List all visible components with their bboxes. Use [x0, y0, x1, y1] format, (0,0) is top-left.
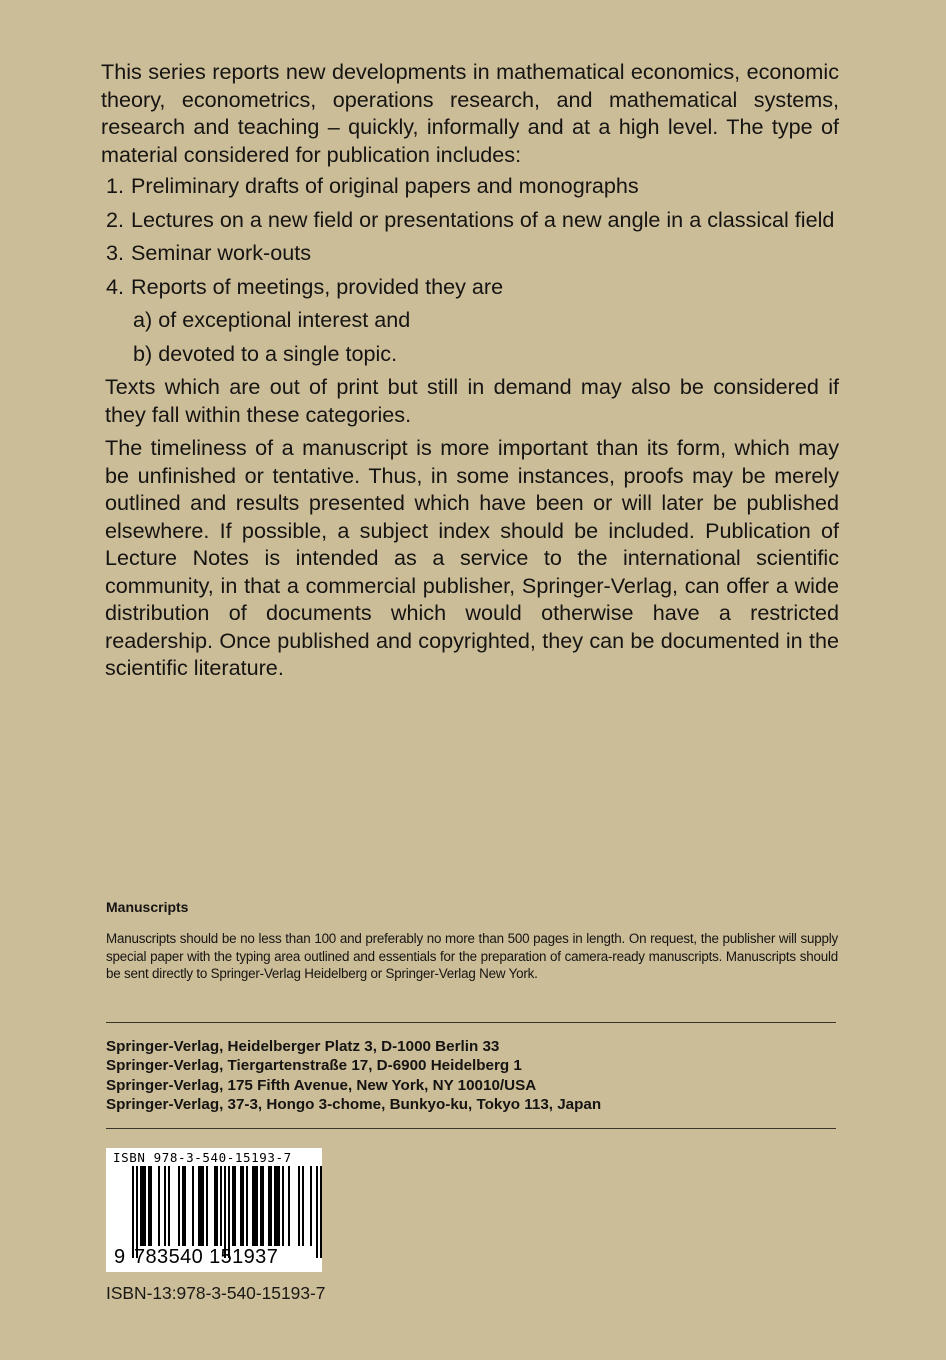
barcode-bar [148, 1166, 150, 1246]
barcode-bar [276, 1166, 278, 1246]
barcode-guard-bar [316, 1166, 318, 1258]
barcode-bar [168, 1166, 170, 1246]
barcode-bar [252, 1166, 254, 1246]
barcode-bar [178, 1166, 180, 1246]
manuscripts-body: Manuscripts should be no less than 100 and preferably no more than 500 pages in length. On request, the publisher will supply special paper with the typing area outlined and essentials for the preparation of camera-ready manuscripts. Manuscripts should be sent directly to Springer-Verlag Heidelberg or Springer-Verlag New York. [106, 931, 838, 982]
list-number: 1. [106, 173, 125, 198]
manuscripts-section [106, 898, 838, 983]
material-list [101, 172, 839, 367]
meeting-conditions [131, 306, 839, 367]
barcode-bar [288, 1166, 290, 1246]
list-item [101, 206, 839, 234]
out-of-print-paragraph: Texts which are out of print but still in demand may also be considered if they fall within these categories. [105, 374, 839, 427]
barcode-bar [216, 1166, 218, 1246]
barcode-bar [158, 1166, 160, 1246]
list-item [101, 239, 839, 267]
barcode-bar [282, 1166, 284, 1246]
barcode-bar [214, 1166, 216, 1246]
barcode-bar [254, 1166, 256, 1246]
barcode-bar [200, 1166, 202, 1246]
list-text: Lectures on a new field or presentations of a new angle in a classical field [131, 206, 835, 232]
barcode-guard-bar [136, 1166, 138, 1258]
barcode-bar [182, 1166, 184, 1246]
barcode-bar [274, 1166, 276, 1246]
barcode-guard-bar [132, 1166, 134, 1258]
address-line: Springer-Verlag, Tiergartenstraße 17, D-6900 Heidelberg 1 [106, 1057, 522, 1075]
barcode-bar [234, 1166, 236, 1246]
barcode-first-digit: 9 [114, 1246, 126, 1268]
barcode-guard-bar [228, 1166, 230, 1258]
barcode-bar [184, 1166, 186, 1246]
list-text: Reports of meetings, provided they are [131, 273, 504, 299]
list-number: 3. [106, 240, 125, 265]
timeliness-paragraph: The timeliness of a manuscript is more important than its form, which may be unfinished or tentative. Thus, in some instances, proofs may be merely outlined and results presented which have been or will later be published elsewhere. If possible, a subject index should be included. Publication of Lecture Notes is intended as a service to the international scientific community, in that a commercial publisher, Springer-Verlag, can offer a wide distribution of documents which would otherwise have a restricted readership. Once published and copyrighted, they can be documented in the scientific literature. [105, 435, 839, 680]
barcode-bar [242, 1166, 244, 1246]
list-text: Seminar work-outs [131, 240, 312, 265]
barcode-bar [256, 1166, 258, 1246]
barcode-bar [202, 1166, 204, 1246]
barcode-bar [270, 1166, 272, 1246]
barcode-bar [232, 1166, 234, 1246]
sublist-item: b) devoted to a single topic. [133, 340, 398, 366]
address-line: Springer-Verlag, 175 Fifth Avenue, New York, NY 10010/USA [106, 1076, 537, 1094]
isbn-barcode [106, 1148, 322, 1272]
barcode-bar [240, 1166, 242, 1246]
barcode-guard-bar [224, 1166, 226, 1258]
address-line: Springer-Verlag, 37-3, Hongo 3-chome, Bunkyo-ku, Tokyo 113, Japan [106, 1095, 602, 1113]
barcode-bar [150, 1166, 152, 1246]
manuscripts-heading: Manuscripts [106, 899, 189, 915]
barcode-bar [140, 1166, 142, 1246]
barcode-bar [198, 1166, 200, 1246]
barcode-bar [220, 1166, 222, 1246]
barcode-bar [246, 1166, 248, 1246]
barcode-bar [192, 1166, 194, 1246]
barcode-bar [142, 1166, 144, 1246]
intro-paragraph: This series reports new developments in mathematical economics, economic theory, econometrics, operations research, and mathematical systems, research and teaching – quickly, informally and at a high level. The type of material considered for publication includes: [101, 59, 839, 167]
isbn-13-label: ISBN-13:978-3-540-15193-7 [106, 1283, 326, 1303]
list-number: 4. [106, 273, 125, 299]
list-number: 2. [106, 206, 125, 232]
barcode-bar [278, 1166, 280, 1246]
barcode-bar [302, 1166, 304, 1246]
list-item [101, 172, 839, 200]
barcode-bar [206, 1166, 208, 1246]
barcode-isbn-label: ISBN 978-3-540-15193-7 [113, 1150, 292, 1165]
barcode-bar [164, 1166, 166, 1246]
barcode-digits: 783540 151937 [134, 1246, 279, 1268]
series-description [101, 58, 839, 682]
barcode-bar [262, 1166, 264, 1246]
barcode-guard-bar [320, 1166, 322, 1258]
barcode-bar [310, 1166, 312, 1246]
address-line: Springer-Verlag, Heidelberger Platz 3, D-1000 Berlin 33 [106, 1038, 500, 1055]
barcode-bar [298, 1166, 300, 1246]
sublist-item: a) of exceptional interest and [133, 307, 411, 332]
list-item [101, 273, 839, 368]
publisher-addresses [106, 1037, 846, 1114]
barcode-bar [268, 1166, 270, 1246]
list-text: Preliminary drafts of original papers and monographs [131, 173, 639, 198]
divider-top [106, 1022, 836, 1023]
barcode-bar [144, 1166, 146, 1246]
barcode-bar [260, 1166, 262, 1246]
divider-bottom [106, 1128, 836, 1129]
